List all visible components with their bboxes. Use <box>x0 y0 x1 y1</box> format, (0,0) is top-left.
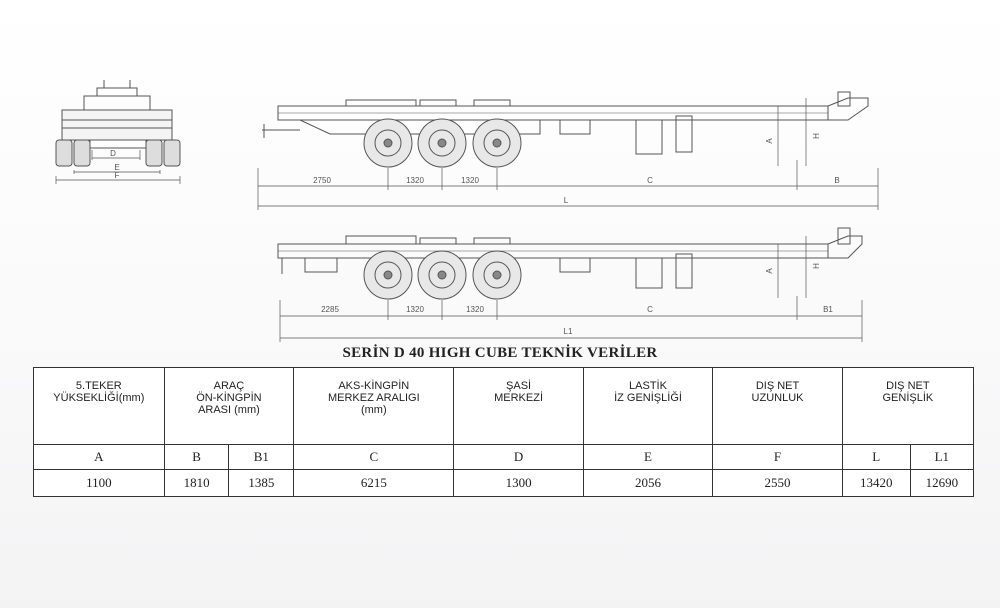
side-view-top <box>258 92 878 210</box>
header-cell: LASTİK İZ GENİŞLİĞİ <box>583 368 713 445</box>
letter-cell: E <box>583 445 713 470</box>
spec-letter-row <box>34 445 974 470</box>
spec-title: SERİN D 40 HIGH CUBE TEKNİK VERİLER <box>342 345 658 361</box>
value-cell: 12690 <box>910 470 973 497</box>
letter-cell: F <box>713 445 842 470</box>
value-cell: 1100 <box>34 470 165 497</box>
header-cell: DIŞ NET GENİŞLİK <box>842 368 973 445</box>
header-cell: DIŞ NET UZUNLUK <box>713 368 842 445</box>
dim-label-a-2: A <box>765 268 774 274</box>
dim-label-l1: L1 <box>563 327 573 336</box>
spec-value-row <box>34 470 974 497</box>
letter-cell: D <box>454 445 583 470</box>
value-cell: 6215 <box>294 470 454 497</box>
dim-label-l: L <box>563 196 569 205</box>
value-cell: 2056 <box>583 470 713 497</box>
dim-label-e: E <box>114 163 120 172</box>
spec-header-row <box>34 368 974 445</box>
dim-label-b1: B1 <box>823 305 833 314</box>
dim-label-1320-c: 1320 <box>406 305 424 314</box>
dim-label-b: B <box>834 176 840 185</box>
value-cell: 13420 <box>842 470 910 497</box>
dim-label-2750: 2750 <box>313 176 331 185</box>
value-cell: 1300 <box>454 470 583 497</box>
dim-label-c-2: C <box>647 305 653 314</box>
dim-label-d: D <box>110 149 116 158</box>
dim-label-h-2: H <box>812 263 821 269</box>
value-cell: 2550 <box>713 470 842 497</box>
dim-label-1320-d: 1320 <box>466 305 484 314</box>
dim-label-1320-a: 1320 <box>406 176 424 185</box>
header-cell: AKS-KİNGPİN MERKEZ ARALIGI (mm) <box>294 368 454 445</box>
header-cell: ŞASİ MERKEZİ <box>454 368 583 445</box>
side-view-bottom <box>278 228 862 342</box>
dim-label-f: F <box>114 171 120 180</box>
dim-label-1320-b: 1320 <box>461 176 479 185</box>
spec-table <box>33 367 974 497</box>
letter-cell: L <box>842 445 910 470</box>
value-cell: 1385 <box>229 470 294 497</box>
dim-label-2285: 2285 <box>321 305 339 314</box>
letter-cell: L1 <box>910 445 973 470</box>
value-cell: 1810 <box>164 470 229 497</box>
dim-label-h: H <box>812 133 821 139</box>
dim-label-a: A <box>765 138 774 144</box>
letter-cell: B1 <box>229 445 294 470</box>
letter-cell: C <box>294 445 454 470</box>
letter-cell: B <box>164 445 229 470</box>
letter-cell: A <box>34 445 165 470</box>
header-cell: 5.TEKER YÜKSEKLİĞİ(mm) <box>34 368 165 445</box>
header-cell: ARAÇ ÖN-KİNGPİN ARASI (mm) <box>164 368 294 445</box>
dim-label-c: C <box>647 176 653 185</box>
